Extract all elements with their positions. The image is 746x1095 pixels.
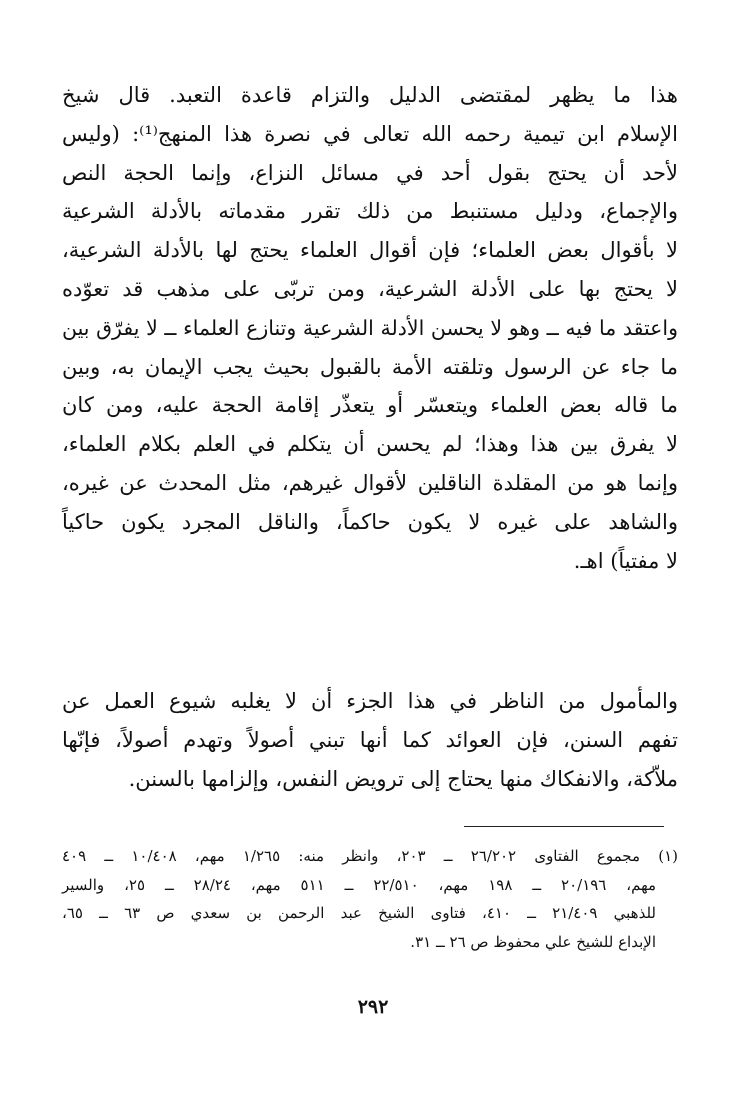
paragraph-line: لا بأقوال بعض العلماء؛ فإن أقوال العلماء يحتج لها بالأدلة الشرعية،	[62, 238, 678, 263]
paragraph-line: تفهم السنن، فإن العوائد كما أنها تبني أصولاً وتهدم أصولاً، فإنّها	[62, 727, 678, 752]
paragraph-line: وإنما هو من المقلدة الناقلين لأقوال غيرهم، مثل المحدث عن غيره،	[62, 470, 678, 495]
paragraph-line: والشاهد على غيره لا يكون حاكماً، والناقل المجرد يكون حاكياً	[62, 509, 679, 534]
footnote-line: الإبداع للشيخ علي محفوظ ص ٢٦ ــ ٣١.	[410, 932, 656, 951]
footnote-line: مهم، ٢٠/١٩٦ ــ ١٩٨ مهم، ٢٢/٥١٠ ــ ٥١١ مهم، ٢٨/٢٤ ــ ٢٥، والسير	[62, 875, 657, 894]
paragraph-line: واعتقد ما فيه ــ وهو لا يحسن الأدلة الشرعية وتنازع العلماء ــ لا يفرّق بين	[62, 315, 678, 340]
paragraph-line: لا يحتج بها على الأدلة الشرعية، ومن تربّى على مذهب قد تعوّده	[62, 276, 678, 301]
paragraph-line: والإجماع، ودليل مستنبط من ذلك تقرر مقدماته بالأدلة الشرعية	[62, 199, 678, 224]
closing-paragraph	[62, 682, 678, 798]
footnote-separator	[464, 826, 664, 827]
page-number: ٢٩٢	[357, 996, 389, 1018]
footnote-line: للذهبي ٢١/٤٠٩ ــ ٤١٠، فتاوى الشيخ عبد الرحمن بن سعدي ص ٦٣ ــ ٦٥،	[62, 904, 656, 922]
footnote-line: (١) مجموع الفتاوى ٢٦/٢٠٢ ــ ٢٠٣، وانظر منه: ١/٢٦٥ مهم، ١٠/٤٠٨ ــ ٤٠٩	[62, 847, 678, 865]
main-paragraph	[62, 76, 678, 580]
paragraph-line: ما قاله بعض العلماء ويتعسّر أو يتعذّر إقامة الحجة عليه، ومن كان	[62, 393, 678, 418]
paragraph-line: ملاّكة، والانفكاك منها يحتاج إلى ترويض النفس، وإلزامها بالسنن.	[128, 766, 678, 791]
paragraph-line: هذا ما يظهر لمقتضى الدليل والتزام قاعدة التعبد. قال شيخ	[62, 83, 678, 107]
paragraph-line: والمأمول من الناظر في هذا الجزء أن لا يغلبه شيوع العمل عن	[62, 689, 678, 713]
paragraph-line: ما جاء عن الرسول وتلقته الأمة بالقبول بحيث يجب الإيمان به، وبين	[62, 354, 678, 379]
paragraph-line: لا يفرق بين هذا وهذا؛ لم يحسن أن يتكلم في العلم بكلام العلماء،	[62, 432, 678, 457]
paragraph-line: لأحد أن يحتج بقول أحد في مسائل النزاع، وإنما الحجة النص	[62, 160, 678, 185]
paragraph-line: لا مفتياً) اهـ.	[573, 548, 678, 573]
paragraph-line: الإسلام ابن تيمية رحمه الله تعالى في نصرة هذا المنهج⁽¹⁾: (وليس	[62, 121, 678, 146]
footnotes	[62, 842, 678, 956]
